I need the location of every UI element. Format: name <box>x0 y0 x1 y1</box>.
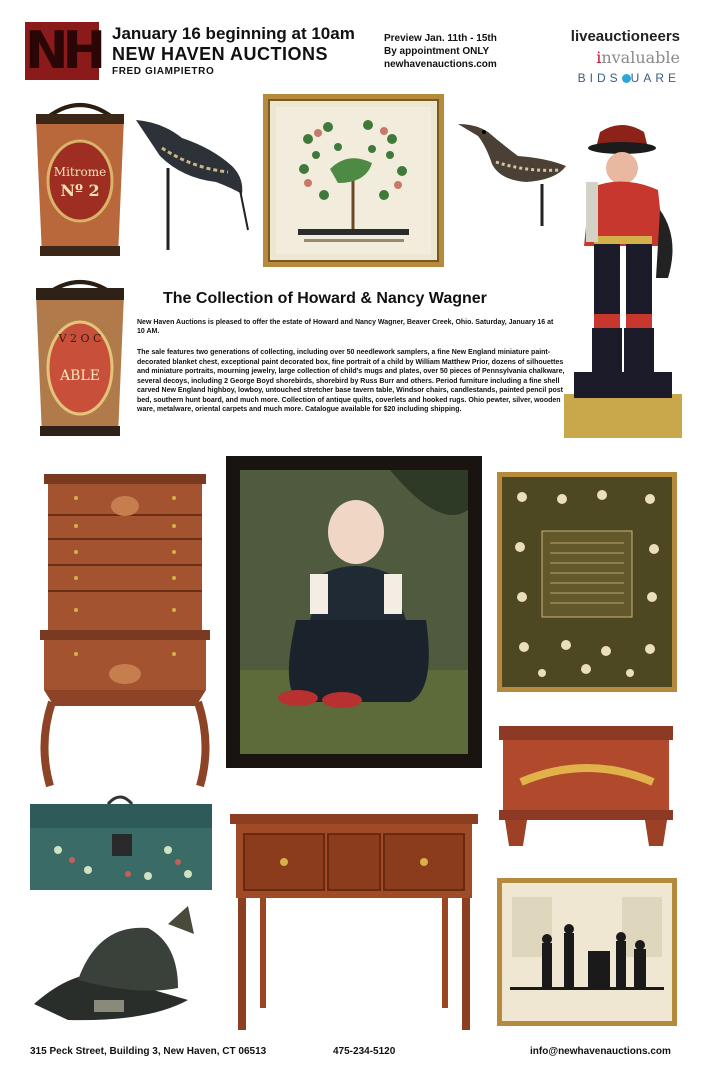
shorebird-decoy-left-image <box>132 108 254 258</box>
invaluable-i: i <box>596 48 602 67</box>
footer-address: 315 Peck Street, Building 3, New Haven, CT 06513 <box>30 1046 267 1057</box>
cast-iron-fireman-image <box>558 118 688 442</box>
logo-letters: NH <box>25 21 101 81</box>
sale-date: January 16 beginning at 10am <box>112 24 355 43</box>
preview-dates: Preview Jan. 11th - 15th <box>384 33 497 44</box>
auctioneer-name: FRED GIAMPIETRO <box>112 66 215 77</box>
fire-bucket-top-image <box>30 96 130 262</box>
bidsquare-bids: BIDS <box>577 71 622 85</box>
collection-description: The sale features two generations of collecting, including over 50 needlework samplers, a fine New England miniature paint-decorated blanket chest, exceptional paint decorated box, fine portrait of a child by William Matthew Prior, dozens of silhouettes and miniature portraits, mourning jewelry, large collection of child's mugs and plates, over 50 pieces of Pennsylvania chalkware, several decoys, including 2 George Boyd shorebirds, shorebird by Russ Burr and others. Period furniture including a fine shell carved New England highboy, lowboy, untouched stretcher base tavern table, Windsor chairs, candlestands, painted pencil post bed, southern hunt board, and much more. Collection of antique quilts, coverlets and hooked rugs. Ohio pewter, silver, wooden ware, metalware, oriental carpets and much more. Catalogue available for $20 including shipping. <box>137 349 565 413</box>
liveauctioneers-logo[interactable]: liveauctioneers <box>570 28 680 45</box>
fire-bucket-top-label-1: Mitrome <box>53 165 107 179</box>
fire-bucket-top-label-2: Nº 2 <box>60 181 100 200</box>
preview-info <box>384 32 497 71</box>
footer-email[interactable]: info@newhavenauctions.com <box>530 1046 671 1057</box>
bidding-platforms <box>540 26 680 89</box>
website-link[interactable]: newhavenauctions.com <box>384 59 497 70</box>
collection-title: The Collection of Howard & Nancy Wagner <box>163 290 487 307</box>
paint-decorated-box-image <box>28 790 214 894</box>
leather-fire-helmet-image <box>28 904 198 1028</box>
bidsquare-uare: UARE <box>630 71 680 85</box>
new-haven-auctions-logo <box>25 22 99 80</box>
shell-carved-highboy-image <box>36 474 214 790</box>
needlework-tree-picture <box>263 94 444 267</box>
fire-bucket-bottom-image <box>30 272 130 442</box>
child-portrait-painting <box>226 456 482 768</box>
sideboard-table-image <box>230 814 478 1032</box>
auction-house-name: NEW HAVEN AUCTIONS <box>112 44 328 64</box>
invaluable-logo[interactable] <box>540 47 680 68</box>
fire-bucket-bottom-label-2: ABLE <box>60 368 100 384</box>
appointment-note: By appointment ONLY <box>384 46 490 57</box>
invaluable-rest: nvaluable <box>601 48 680 67</box>
needlework-sampler-image <box>497 472 677 692</box>
bidsquare-dot-icon <box>622 74 631 83</box>
miniature-blanket-chest-image <box>497 724 675 848</box>
footer-phone[interactable]: 475-234-5120 <box>333 1046 396 1057</box>
fire-bucket-bottom-label-1: V 2 O C <box>58 332 102 345</box>
bidsquare-logo[interactable] <box>540 68 680 89</box>
collection-intro: New Haven Auctions is pleased to offer the estate of Howard and Nancy Wagner, Beaver Creek, Ohio. Saturday, January 16 at 10 AM. <box>137 319 554 335</box>
silhouette-conversation-piece <box>497 878 677 1026</box>
